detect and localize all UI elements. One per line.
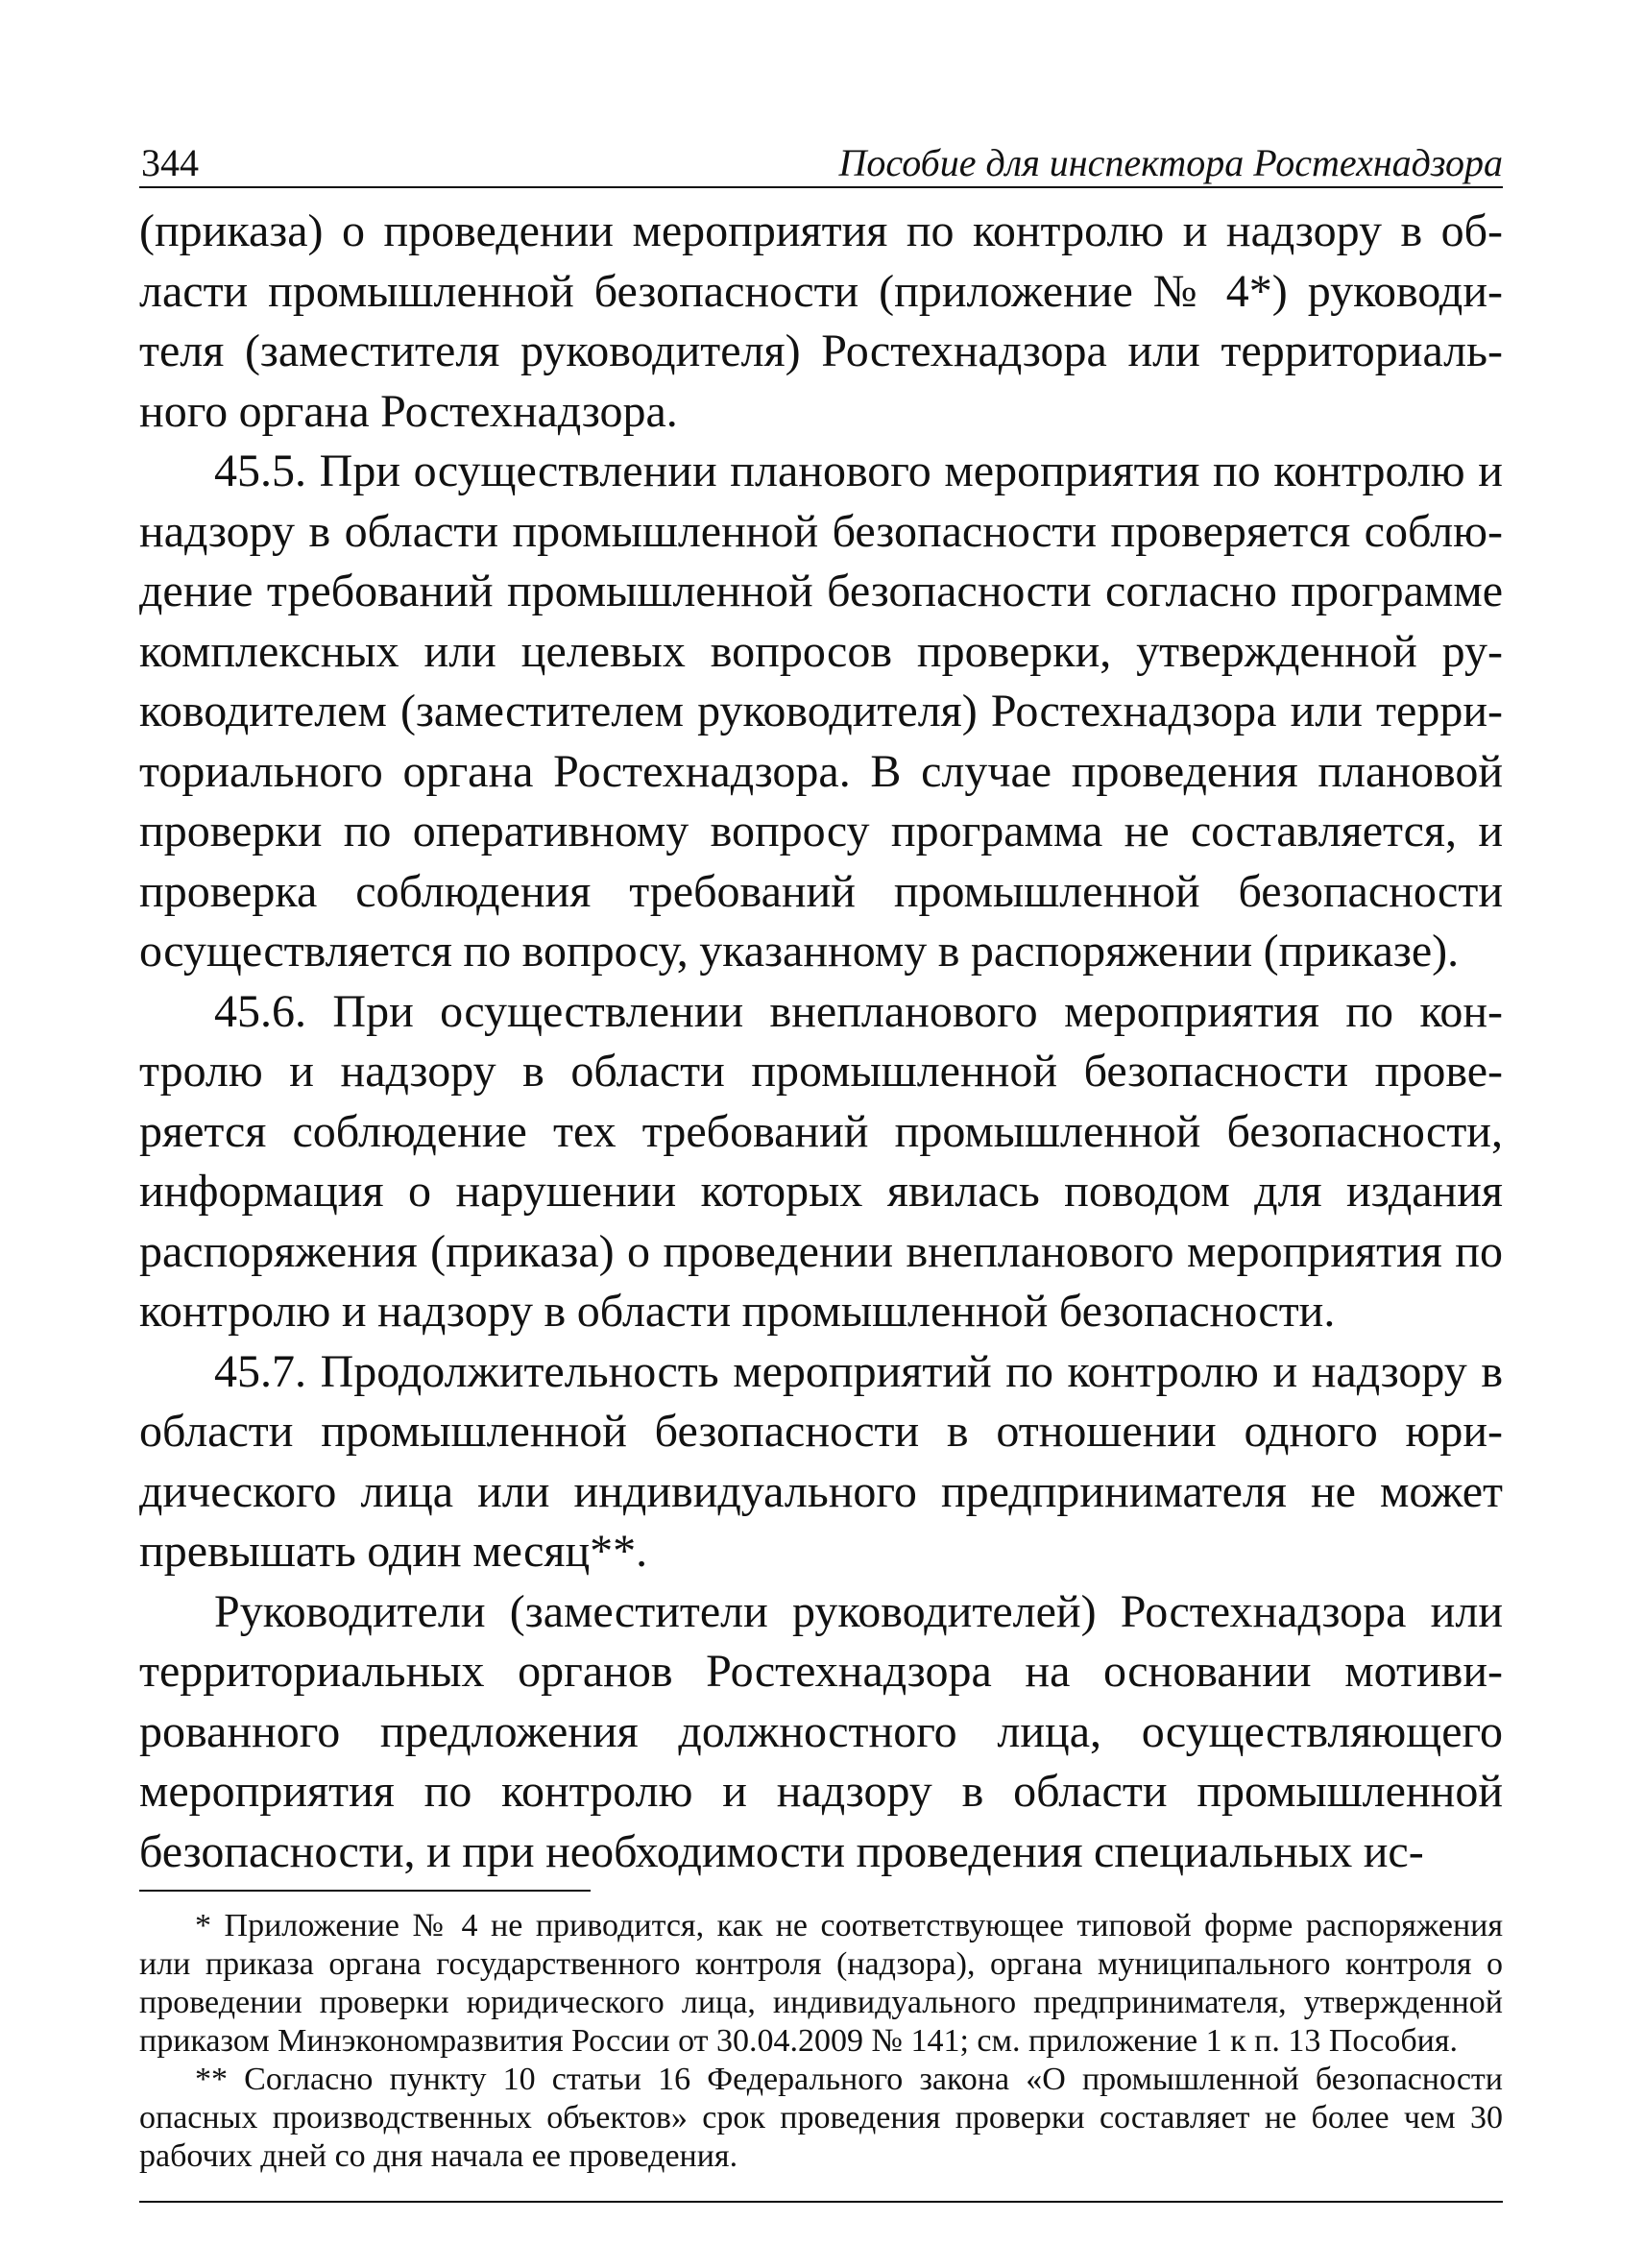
paragraph-45-6: 45.6. При осуществлении внепланового мероприятия по контролю и надзору в области промышленной безопасности проверяется соблюдение тех требований промышленной безопасности, информация о нарушении которых явилась поводом для издания распоряжения (приказа) о проведении внепланового мероприятия по контролю и надзору в области промышленной безопасности. — [139, 985, 1503, 1337]
footnote-separator — [139, 1890, 591, 1892]
paragraph-managers: Руководители (заместители руководителей) Ростехнадзора или территориальных органов Ростехнадзора на основании мотивированного предложения должностного лица, осуществляющего мероприятия по контролю и надзору в области промышленной безопасности, и при необходимости проведения специальных ис- — [139, 1585, 1503, 1877]
paragraph-45-7: 45.7. Продолжительность мероприятий по контролю и надзору в области промышленной безопасности в отношении одного юридического лица или индивидуального предпринимателя не может превышать один месяц**. — [139, 1345, 1503, 1577]
body-text — [139, 202, 1503, 1882]
running-head — [139, 134, 1503, 188]
paragraph-continuation: (приказа) о проведении мероприятия по контролю и надзору в области промышленной безопасности (приложение № 4*) руководителя (заместителя руководителя) Ростехнадзора или территориального органа Ростехнадзора. — [139, 205, 1503, 437]
page-number: 344 — [141, 141, 199, 184]
paragraph-45-5: 45.5. При осуществлении планового мероприятия по контролю и надзору в области промышленной безопасности проверяется соблюдение требований промышленной безопасности согласно программе комплексных или целевых вопросов проверки, утвержденной руководителем (заместителем руководителя) Ростехнадзора или территориального органа Ростехнадзора. В случае проведения плановой проверки по оперативному вопросу программа не составляется, и проверка соблюдения требований промышленной безопасности осуществляется по вопросу, указанному в распоряжении (приказе). — [139, 446, 1503, 977]
book-title: Пособие для инспектора Ростехнадзора — [838, 141, 1503, 184]
footnotes — [139, 1907, 1503, 2176]
book-page — [139, 134, 1503, 2203]
footnote-1: * Приложение № 4 не приводится, как не соответствующее типовой форме распоряжения или приказа органа государственного контроля (надзора), органа муниципального контроля о проведении проверки юридического лица, индивидуального предпринимателя, утвержденной приказом Минэкономразвития России от 30.04.2009 № 141; см. приложение 1 к п. 13 Пособия. — [139, 1908, 1503, 2059]
footnote-2: ** Согласно пункту 10 статьи 16 Федерального закона «О промышленной безопасности опасных производственных объектов» срок проведения проверки составляет не более чем 30 рабочих дней со дня начала ее проведения. — [139, 2062, 1503, 2174]
bottom-rule — [139, 2201, 1503, 2203]
